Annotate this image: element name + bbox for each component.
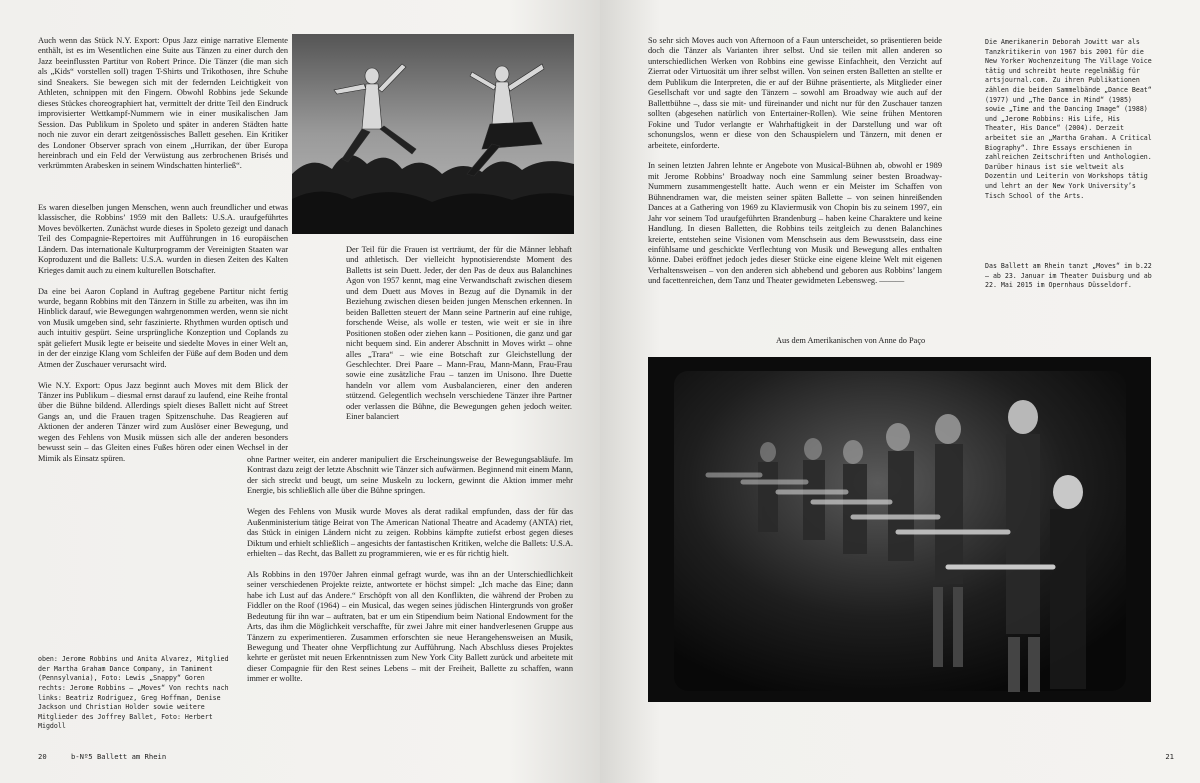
paragraph: Wegen des Fehlens von Musik wurde Moves als derat radikal empfunden, dass der für das Außenministerium tätige Beirat von The American National Theatre and Academy (ANTA) riet, das Stück in einigen Ländern nicht zu zeigen. Robbins kämpfte zutiefst erbost gegen dieses Diktum und erhielt schließlich – angesichts der fantastischen Kritiken, welche die Ballets: U.S.A. erhielten – das Recht, das Ballett zu programmieren, wie er es für richtig hielt.: [247, 507, 573, 559]
paragraph: In seinen letzten Jahren lehnte er Angebote von Musical-Bühnen ab, obwohl er 1989 mit Jerome Robbins’ Broadway noch eine Sammlung seiner besten Broadway-Nummern zusammengestellt hatte. Auch wenn er ein Meister im Schaffen von Bühnendramen war, die meisten seiner späten Ballette – von seinen hinreißenden Dances at a Gathering von 1969 zu Klaviermusik von Chopin bis zu seinem 1997, ein Jahr vor seinem Tod uraufgeführten Brandenburg – haben keine Charaktere und keine Handlung. In diesen Balletten, die Robbins teils zeitgleich zu denen Balanchines kreierte, entstehen seine Visionen vom Menschsein aus dem Bewusstsein, dass eine einfühlsame und geschickte Verflechtung von Musik und Bewegung alles enthalten könne. Dabei eröffnet jedoch jedes dieser Stücke eine eigene kleine Welt mit eigenen Verhaltensweisen – von den anderen sich abhebend und geboren aus Robbins’ langem und facettenreichen, dem Tanz und Theater gewidmeten Lebensweg. ———: [648, 161, 942, 286]
paragraph: Als Robbins in den 1970er Jahren einmal gefragt wurde, was ihn an der Unterschiedlichkeit seiner verschiedenen Projekte reizte, antwortete er höchst simpel: „Ich mache das Eine; dann habe ich Lust auf das Andere.“ Erschöpft von all den Konflikten, die während der Proben zu Fiddler on the Roof (1964) – ein Musical, das wegen seines jüdischen Hintergrunds von großer Bedeutung für ihn war – auftraten, bat er um ein Stipendium beim National Endowment for the Arts, das ihm die Möglichkeit verschaffte, für zwei Jahre mit einer handverlesenen Gruppe aus Tänzern zu experimentieren. Zusammen erforschten sie neue Herangehensweisen an Musik, Bewegung und Theater ohne Verpflichtung zur Aufführung. Nach Abschluss dieses Projektes kehrte er gerüstet mit neuen Erkenntnissen zum New York City Ballett zurück und arbeitete mit dieser Compagnie für den Rest seines Lebens – mit der Freiheit, Ballette zu schaffen, wann immer er wollte.: [247, 569, 573, 684]
translation-credit: Aus dem Amerikanischen von Anne do Paço: [776, 336, 926, 345]
jumping-dancers-image: [292, 34, 574, 234]
paragraph: ohne Partner weiter, ein anderer manipuliert die Erscheinungsweise der Bewegungsabläufe. Im Kontrast dazu zeigt der letzte Abschnitt wie Tänzer sich aufwärmen. Beginnend mit einem Mann, der sich streckt und beugt, um seine Muskeln zu lockern, gewinnt die Aktion immer mehr Energie, bis schließlich alle über die Bühne springen.: [247, 455, 573, 496]
folio-right: [1165, 752, 1174, 761]
left-column-2: [346, 245, 572, 423]
right-page: [600, 0, 1200, 783]
page-number: 20: [38, 752, 47, 761]
right-column-1: [648, 36, 942, 287]
paragraph: Es waren dieselben jungen Menschen, wenn auch freundlicher und etwas klassischer, die Robbins’ 1959 mit den Ballets: U.S.A. uraufgeführtes Moves bevölkerten. Zunächst wurde dieses in Spoleto gezeigt und danach Teil des Compagnie-Repertoires mit Aufführungen in 16 europäischen Ländern. Das internationale Kulturprogramm der Vereinigten Staaten war Koproduzent und die Ballets: U.S.A. wurden in diesen Zeiten des Kalten Krieges damit auch zu einem kulturellen Botschafter.: [38, 203, 288, 275]
photo-jumping-dancers: [292, 34, 574, 234]
photo-caption-top: oben: Jerome Robbins und Anita Alvarez, Mitglied der Martha Graham Dance Company, in Tamiment (Pennsylvania), Foto: Lewis „Snappy“ Goren: [38, 655, 229, 683]
left-wide-column: [247, 455, 573, 685]
left-column-1-lower: [38, 203, 288, 464]
left-column-1: [38, 36, 288, 172]
performance-note: Das Ballett am Rhein tanzt „Moves“ im b.22 – ab 23. Januar im Theater Duisburg und ab 22. Mai 2015 im Opernhaus Düsseldorf.: [985, 262, 1152, 290]
folio-left: [38, 752, 166, 761]
photo-moves-dancers: [648, 357, 1151, 702]
photo-caption-right: rechts: Jerome Robbins – „Moves“ Von rechts nach links: Beatriz Rodriguez, Greg Hoffman, Denise Jackson und Christian Holder sowie weitere Mitglieder des Joffrey Ballet, Foto: Herbert Migdoll: [38, 684, 229, 731]
moves-dancers-image: [648, 357, 1151, 702]
paragraph: Der Teil für die Frauen ist verträumt, der für die Männer lebhaft und athletisch. Der vielleicht hypnotisierendste Moment des Balletts ist sein Duett. Jeder, der den Pas de deux aus Balanchines Agon von 1957 kennt, mag eine Verwandtschaft zwischen diesem und dem Duett aus Moves in Bezug auf die Dynamik in der Beziehung zwischen diesen beiden jungen Menschen erkennen. In beiden Balletten steuert der Mann seine Partnerin auf eine ruhige, forschende Weise, als wolle er testen, wie weit er sie in ihre Positionen stoßen oder ziehen kann – Positionen, die ganz und gar nicht bequem sind. Ein anderer Abschnitt in Moves wirkt – ohne alles „Trara“ – wie eine Botschaft zur Gleichstellung der Geschlechter. Drei Paare – Mann-Frau, Mann-Mann, Frau-Frau sowie eine zusätzliche Frau – tanzen im Unisono. Ihre Duette handeln vor allem vom Ausbalancieren, einer den anderen stützend. Gelegentlich wechseln verschiedene Tänzer ihre Partner oder verlassen die Bühne, die Bewegungen gehen jedoch weiter. Einer balanciert: [346, 245, 572, 422]
paragraph: So sehr sich Moves auch von Afternoon of a Faun unterscheidet, so präsentieren beide doch die Tänzer als Varianten ihrer selbst. Und sie teilen mit allen anderen so unterschiedlichen Werken von Robbins eine gewisse Einfachheit, den Verzicht auf Zierrat oder Virtuosität um ihrer selbst willen. Von seinen ersten Balletten an stellte er dem Publikum die Interpreten, die er auf der Bühne präsentierte, als Mitglieder einer Gesellschaft vor und sagte den Tänzern – sowohl am Broadway wie auch auf der Ballettbühne –, dass sie mit- und füreinander und nicht nur für den Zuschauer tanzen sollten (abgesehen natürlich von Entertainer-Rollen). Wie seine frühen Mentoren Fokine und Tudor verlangte er Wahrhaftigkeit in der Darstellung und war oft schonungslos, wenn er diese von den Schauspielern und Tänzern, mit denen er arbeitete, einforderte.: [648, 36, 942, 150]
paragraph: Wie N.Y. Export: Opus Jazz beginnt auch Moves mit dem Blick der Tänzer ins Publikum – diesmal ernst darauf zu laufend, eine Reihe frontal über die Bühne bildend. Allerdings spielt dieses Ballett nicht auf Street Gangs an, und die Frauen tragen Spitzenschuhe. Das Reagieren auf Aktionen der anderen Tänzer wird zum Auslöser einer Bewegung, und wegen des Fehlens von Musik müssen sich alle der anderen besonders bewusst sein – das Gleiten eines Fußes hören oder einen Wechsel in der Mimik als Einsatz spüren.: [38, 380, 288, 463]
paragraph: Da eine bei Aaron Copland in Auftrag gegebene Partitur nicht fertig wurde, begann Robbins mit den Tänzern in Stille zu arbeiten, was ihn im Hinblick darauf, wie Bewegungen wahrgenommen werden, wenn sie nicht von Musik umgeben sind, sehr faszinierte. Rhythmen wurden optisch und auch intuitiv gespürt. Seine ursprüngliche Konzeption und Coplands zu spät geliefert Musik legte er beiseite und siedelte Moves in einer Welt an, in der der einzige Klang vom Schleifen der Füße auf dem Boden und dem Atmen der Zuschauer verursacht wird.: [38, 286, 288, 369]
author-bio: Die Amerikanerin Deborah Jowitt war als Tanzkritikerin von 1967 bis 2001 für die New Yorker Wochenzeitung The Village Voice tätig und schreibt heute regelmäßig für artsjournal.com. Zu ihren Publikationen zählen die beiden Sammelbände „Dance Beat“ (1977) und „The Dance in Mind“ (1985) sowie „Time and the Dancing Image“ (1988) und „Jerome Robbins: His Life, His Theater, His Dance“ (2004). Derzeit arbeitet sie an „Martha Graham. A Critical Biography“. Ihre Essays erschienen in zahlreichen Zeitschriften und Anthologien. Darüber hinaus ist sie weltweit als Dozentin und Leiterin von Workshops tätig und lehrt an der New York University’s Tisch School of the Arts.: [985, 38, 1152, 200]
magazine-title: b-Nº5 Ballett am Rhein: [70, 752, 167, 761]
paragraph: Auch wenn das Stück N.Y. Export: Opus Jazz einige narrative Elemente enthält, ist es im Wesentlichen eine Suite aus Tänzen zu einer durch den Jazz beeinflussten Partitur von Robert Prince. Die Tänzer (die man sich als „Kids“ vorstellen soll) tragen T-Shirts und Trikothosen, ihre Schuhe sind Sneakers. Sie bewegen sich mit der federnden Leichtigkeit von Athleten, schnippen mit den Fingern. Obwohl Robbins jede Sekunde dieses Stückes choreographiert hat, vermittelt der dritte Teil den Eindruck improvisierter Wettkampf-Nummern wie in einer musikalischen Jam Session. Das Publikum in Spoleto und später in anderen Städten hatte noch nie zuvor ein derart zeitgenössisches Ballett gesehen. Ein Kritiker des Londoner Observer sprach von einem „Hurrikan, der über Europa hereinbrach und ein Feld der Verwüstung aus zerbrochenen Brisés und verkrümmten Arabesken in seinem Windschatten hinterließ“.: [38, 36, 288, 171]
page-number: 21: [1165, 752, 1174, 761]
